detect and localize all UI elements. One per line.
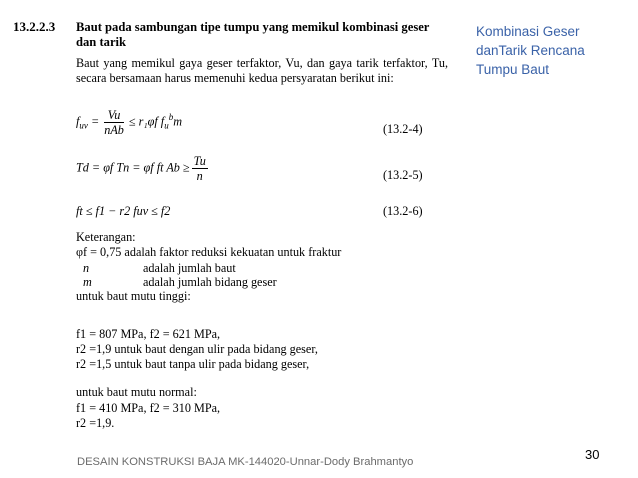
eq1-equals: = bbox=[87, 114, 103, 129]
mutu-tinggi-r2-without-thread: r2 =1,5 untuk baut tanpa ulir pada bidang geser, bbox=[76, 357, 310, 371]
eq2-denominator: n bbox=[196, 169, 203, 183]
slide-footer: DESAIN KONSTRUKSI BAJA MK-144020-Unnar-Dody Brahmantyo bbox=[77, 456, 414, 468]
eq1-fraction bbox=[104, 108, 124, 137]
eq2-numerator: Tu bbox=[193, 154, 206, 168]
keterangan-title: Keterangan: bbox=[76, 230, 136, 244]
phi-definition: φf = 0,75 adalah faktor reduksi kekuatan untuk fraktur bbox=[76, 245, 342, 259]
mutu-normal-f-values: f1 = 410 MPa, f2 = 310 MPa, bbox=[76, 401, 221, 415]
side-title-line-1: Kombinasi Geser bbox=[476, 24, 580, 39]
equation-13-2-6: ft ≤ f1 − r2 fuv ≤ f2 bbox=[76, 204, 171, 218]
eq2-text: Td = φf Tn = φf ft Ab ≥ bbox=[76, 160, 190, 175]
eq1-rhs-sub: u bbox=[164, 120, 169, 131]
n-description: adalah jumlah baut bbox=[143, 261, 236, 275]
equation-13-2-4 bbox=[76, 108, 182, 137]
side-title-line-3: Tumpu Baut bbox=[476, 62, 550, 77]
eq1-rhs-sup: b bbox=[168, 112, 174, 123]
eq1-numerator: Vu bbox=[104, 108, 124, 123]
equation-number-13-2-6: (13.2-6) bbox=[383, 204, 423, 218]
equation-13-2-5 bbox=[76, 154, 210, 183]
section-paragraph: Baut yang memikul gaya geser terfaktor, Vu, dan gaya tarik terfaktor, Tu, secara bersamaan harus memenuhi kedua persyaratan berikut ini: bbox=[76, 56, 448, 85]
m-description: adalah jumlah bidang geser bbox=[143, 275, 277, 289]
mutu-tinggi-title: untuk baut mutu tinggi: bbox=[76, 289, 191, 303]
section-heading: Baut pada sambungan tipe tumpu yang memikul kombinasi geser dan tarik bbox=[76, 20, 430, 49]
mutu-tinggi-f-values: f1 = 807 MPa, f2 = 621 MPa, bbox=[76, 327, 221, 341]
side-title-line-2: danTarik Rencana bbox=[476, 43, 585, 58]
page-number: 30 bbox=[585, 447, 600, 462]
eq1-lhs: f bbox=[76, 114, 80, 129]
n-symbol: n bbox=[83, 261, 90, 275]
mutu-tinggi-r2-with-thread: r2 =1,9 untuk baut dengan ulir pada bidang geser, bbox=[76, 342, 318, 356]
eq2-fraction bbox=[192, 154, 208, 183]
eq1-rhs-tail: m bbox=[173, 114, 182, 129]
equation-number-13-2-5: (13.2-5) bbox=[383, 168, 423, 182]
mutu-normal-r2: r2 =1,9. bbox=[76, 416, 115, 430]
mutu-normal-title: untuk baut mutu normal: bbox=[76, 385, 197, 399]
m-symbol: m bbox=[83, 275, 92, 289]
eq1-lhs-sub: uv bbox=[79, 120, 88, 131]
eq1-rhs: ≤ r₁φf f bbox=[125, 114, 165, 129]
section-number: 13.2.2.3 bbox=[13, 19, 56, 34]
slide-side-title bbox=[476, 22, 626, 79]
eq1-denominator: nAb bbox=[104, 123, 124, 137]
equation-number-13-2-4: (13.2-4) bbox=[383, 122, 423, 136]
